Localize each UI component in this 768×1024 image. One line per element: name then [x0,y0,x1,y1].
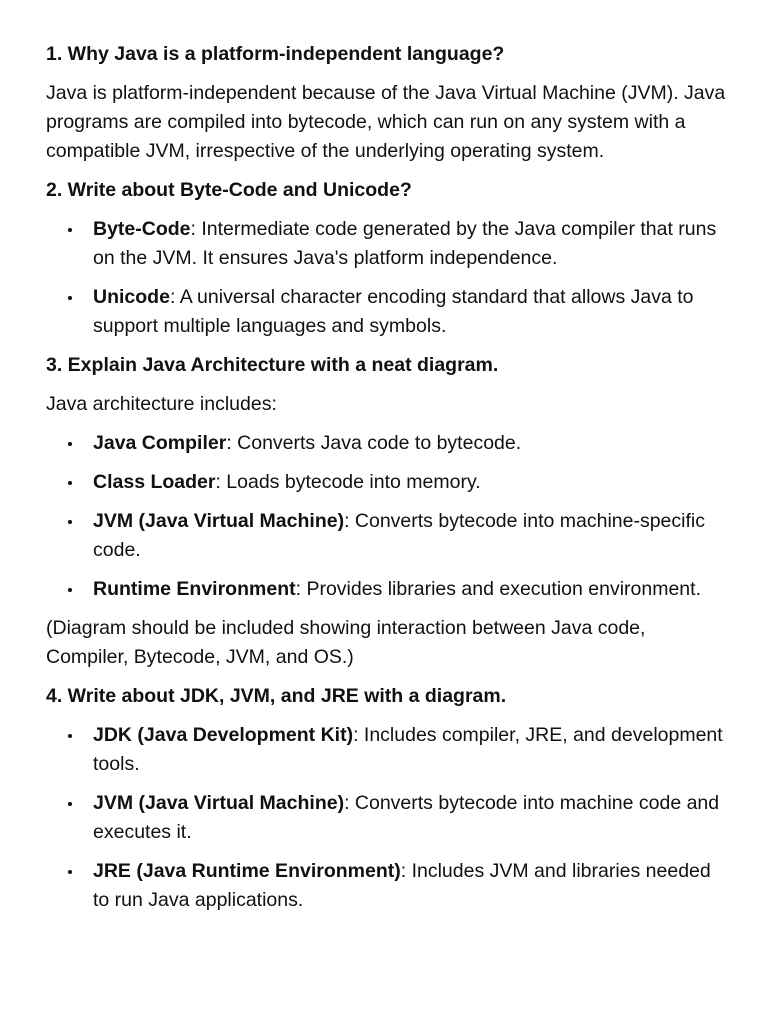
term-label: JDK (Java Development Kit) [93,724,354,746]
bullet-icon [68,870,72,874]
term-description: : Provides libraries and execution environment. [295,578,701,600]
term-description: : Includes compiler, JRE, and development tools. [93,724,723,775]
term-label: JVM (Java Virtual Machine) [93,792,345,814]
section-intro: Java architecture includes: [46,393,277,415]
bullet-icon [68,734,72,738]
term-description: : A universal character encoding standard that allows Java to support multiple languages and symbols. [93,286,694,337]
bullet-list [46,429,728,604]
bullet-icon [68,296,72,300]
section-2 [46,176,728,341]
list-item [46,429,728,458]
section-1 [46,40,728,166]
term-description: : Converts bytecode into machine-specific code. [93,510,705,561]
section-paragraph: Java is platform-independent because of the Java Virtual Machine (JVM). Java programs are compiled into bytecode, which can run on any system with a compatible JVM, irrespective of the underlying operating system. [46,82,726,162]
bullet-icon [68,802,72,806]
term-label: Class Loader [93,471,216,493]
term-label: JRE (Java Runtime Environment) [93,860,401,882]
bullet-icon [68,442,72,446]
bullet-icon [68,588,72,592]
list-item [46,721,728,779]
section-3 [46,351,728,672]
list-item [46,789,728,847]
list-item [46,575,728,604]
section-heading: 3. Explain Java Architecture with a neat diagram. [46,354,499,376]
term-label: Unicode [93,286,170,308]
section-note: (Diagram should be included showing interaction between Java code, Compiler, Bytecode, JVM, and OS.) [46,617,646,668]
list-item [46,507,728,565]
bullet-list [46,721,728,915]
term-description: : Converts Java code to bytecode. [226,432,522,454]
list-item [46,468,728,497]
term-description: : Converts bytecode into machine code and executes it. [93,792,720,843]
bullet-list [46,215,728,341]
term-label: Byte-Code [93,218,191,240]
bullet-icon [68,520,72,524]
section-4 [46,682,728,915]
bullet-icon [68,481,72,485]
term-description: : Includes JVM and libraries needed to run Java applications. [93,860,711,911]
section-heading: 2. Write about Byte-Code and Unicode? [46,179,412,201]
section-heading: 4. Write about JDK, JVM, and JRE with a diagram. [46,685,507,707]
term-label: Java Compiler [93,432,227,454]
term-description: : Loads bytecode into memory. [215,471,481,493]
term-label: JVM (Java Virtual Machine) [93,510,345,532]
list-item [46,857,728,915]
term-label: Runtime Environment [93,578,296,600]
term-description: : Intermediate code generated by the Java compiler that runs on the JVM. It ensures Java's platform independence. [93,218,717,269]
list-item [46,283,728,341]
bullet-icon [68,228,72,232]
list-item [46,215,728,273]
section-heading: 1. Why Java is a platform-independent language? [46,43,505,65]
